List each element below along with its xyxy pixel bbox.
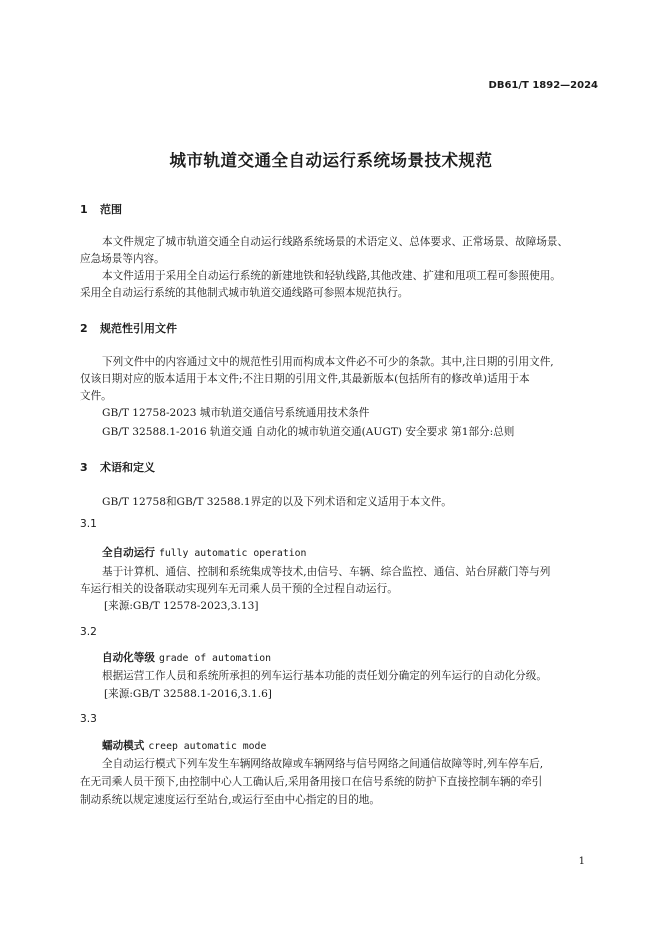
normative-reference-2: GB/T 32588.1-2016 轨道交通 自动化的城市轨道交通(AUGT) 安全要求 第1部分:总则 — [102, 426, 515, 438]
term-3-1-definition-line-2: 车运行相关的设备联动实现列车无司乘人员干预的全过程自动运行。 — [80, 583, 398, 595]
term-3-2-chinese: 自动化等级 — [102, 652, 155, 664]
page-number: 1 — [578, 856, 585, 867]
term-3-1-definition-line-1: 基于计算机、通信、控制和系统集成等技术,由信号、车辆、综合监控、通信、站台屏蔽门等与列 — [102, 566, 551, 578]
term-3-1-chinese: 全自动运行 — [102, 547, 155, 559]
term-3-3-definition-line-1: 全自动运行模式下列车发生车辆网络故障或车辆网络与信号网络之间通信故障等时,列车停车后, — [102, 758, 544, 770]
section-2-line-3: 文件。 — [80, 390, 112, 402]
clause-3-1-number: 3.1 — [80, 518, 97, 530]
clause-3-3-number: 3.3 — [80, 713, 97, 725]
section-1-line-1: 本文件规定了城市轨道交通全自动运行线路系统场景的术语定义、总体要求、正常场景、故障场景、 — [102, 236, 569, 248]
term-3-3-chinese: 蠕动模式 — [102, 740, 145, 752]
term-3-2-definition-line-1: 根据运营工作人员和系统所承担的列车运行基本功能的责任划分确定的列车运行的自动化分级。 — [102, 670, 547, 682]
section-1-number: 1 — [80, 203, 88, 216]
normative-reference-1: GB/T 12758-2023 城市轨道交通信号系统通用技术条件 — [102, 407, 370, 419]
term-3-2-source: [来源:GB/T 32588.1-2016,3.1.6] — [104, 688, 272, 700]
section-3-number: 3 — [80, 461, 88, 474]
page-title: 城市轨道交通全自动运行系统场景技术规范 — [169, 151, 493, 170]
section-1-title: 范围 — [100, 203, 122, 216]
term-3-3 — [102, 738, 266, 753]
clause-3-2-number: 3.2 — [80, 626, 97, 638]
term-3-3-english: creep automatic mode — [148, 741, 267, 752]
section-3-intro: GB/T 12758和GB/T 32588.1界定的以及下列术语和定义适用于本文件。 — [102, 496, 452, 508]
term-3-2-english: grade of automation — [158, 653, 272, 664]
section-1-line-2: 应急场景等内容。 — [80, 253, 165, 265]
section-1-line-4: 采用全自动运行系统的其他制式城市轨道交通线路可参照本规范执行。 — [80, 287, 409, 299]
section-3-title: 术语和定义 — [100, 461, 155, 474]
section-2-line-2: 仅该日期对应的版本适用于本文件;不注日期的引用文件,其最新版本(包括所有的修改单)适用于本 — [80, 373, 530, 385]
section-2-title: 规范性引用文件 — [100, 322, 177, 335]
term-3-3-definition-line-3: 制动系统以规定速度运行至站台,或运行至由中心指定的目的地。 — [80, 794, 380, 806]
term-3-1-english: fully automatic operation — [158, 548, 307, 559]
section-2-number: 2 — [80, 322, 88, 335]
section-1-line-3: 本文件适用于采用全自动运行系统的新建地铁和轻轨线路,其他改建、扩建和甩项工程可参照使用。 — [102, 270, 561, 282]
document-number: DB61/T 1892—2024 — [488, 80, 598, 91]
term-3-1 — [102, 545, 306, 560]
term-3-1-source: [来源:GB/T 12578-2023,3.13] — [104, 600, 259, 612]
section-3-heading — [80, 459, 155, 475]
term-3-2 — [102, 650, 271, 665]
section-2-line-1: 下列文件中的内容通过文中的规范性引用而构成本文件必不可少的条款。其中,注日期的引用文件, — [102, 356, 554, 368]
section-1-heading — [80, 201, 122, 217]
section-2-heading — [80, 320, 177, 336]
term-3-3-definition-line-2: 在无司乘人员干预下,由控制中心人工确认后,采用备用接口在信号系统的防护下直接控制车辆的牵引 — [80, 776, 543, 788]
